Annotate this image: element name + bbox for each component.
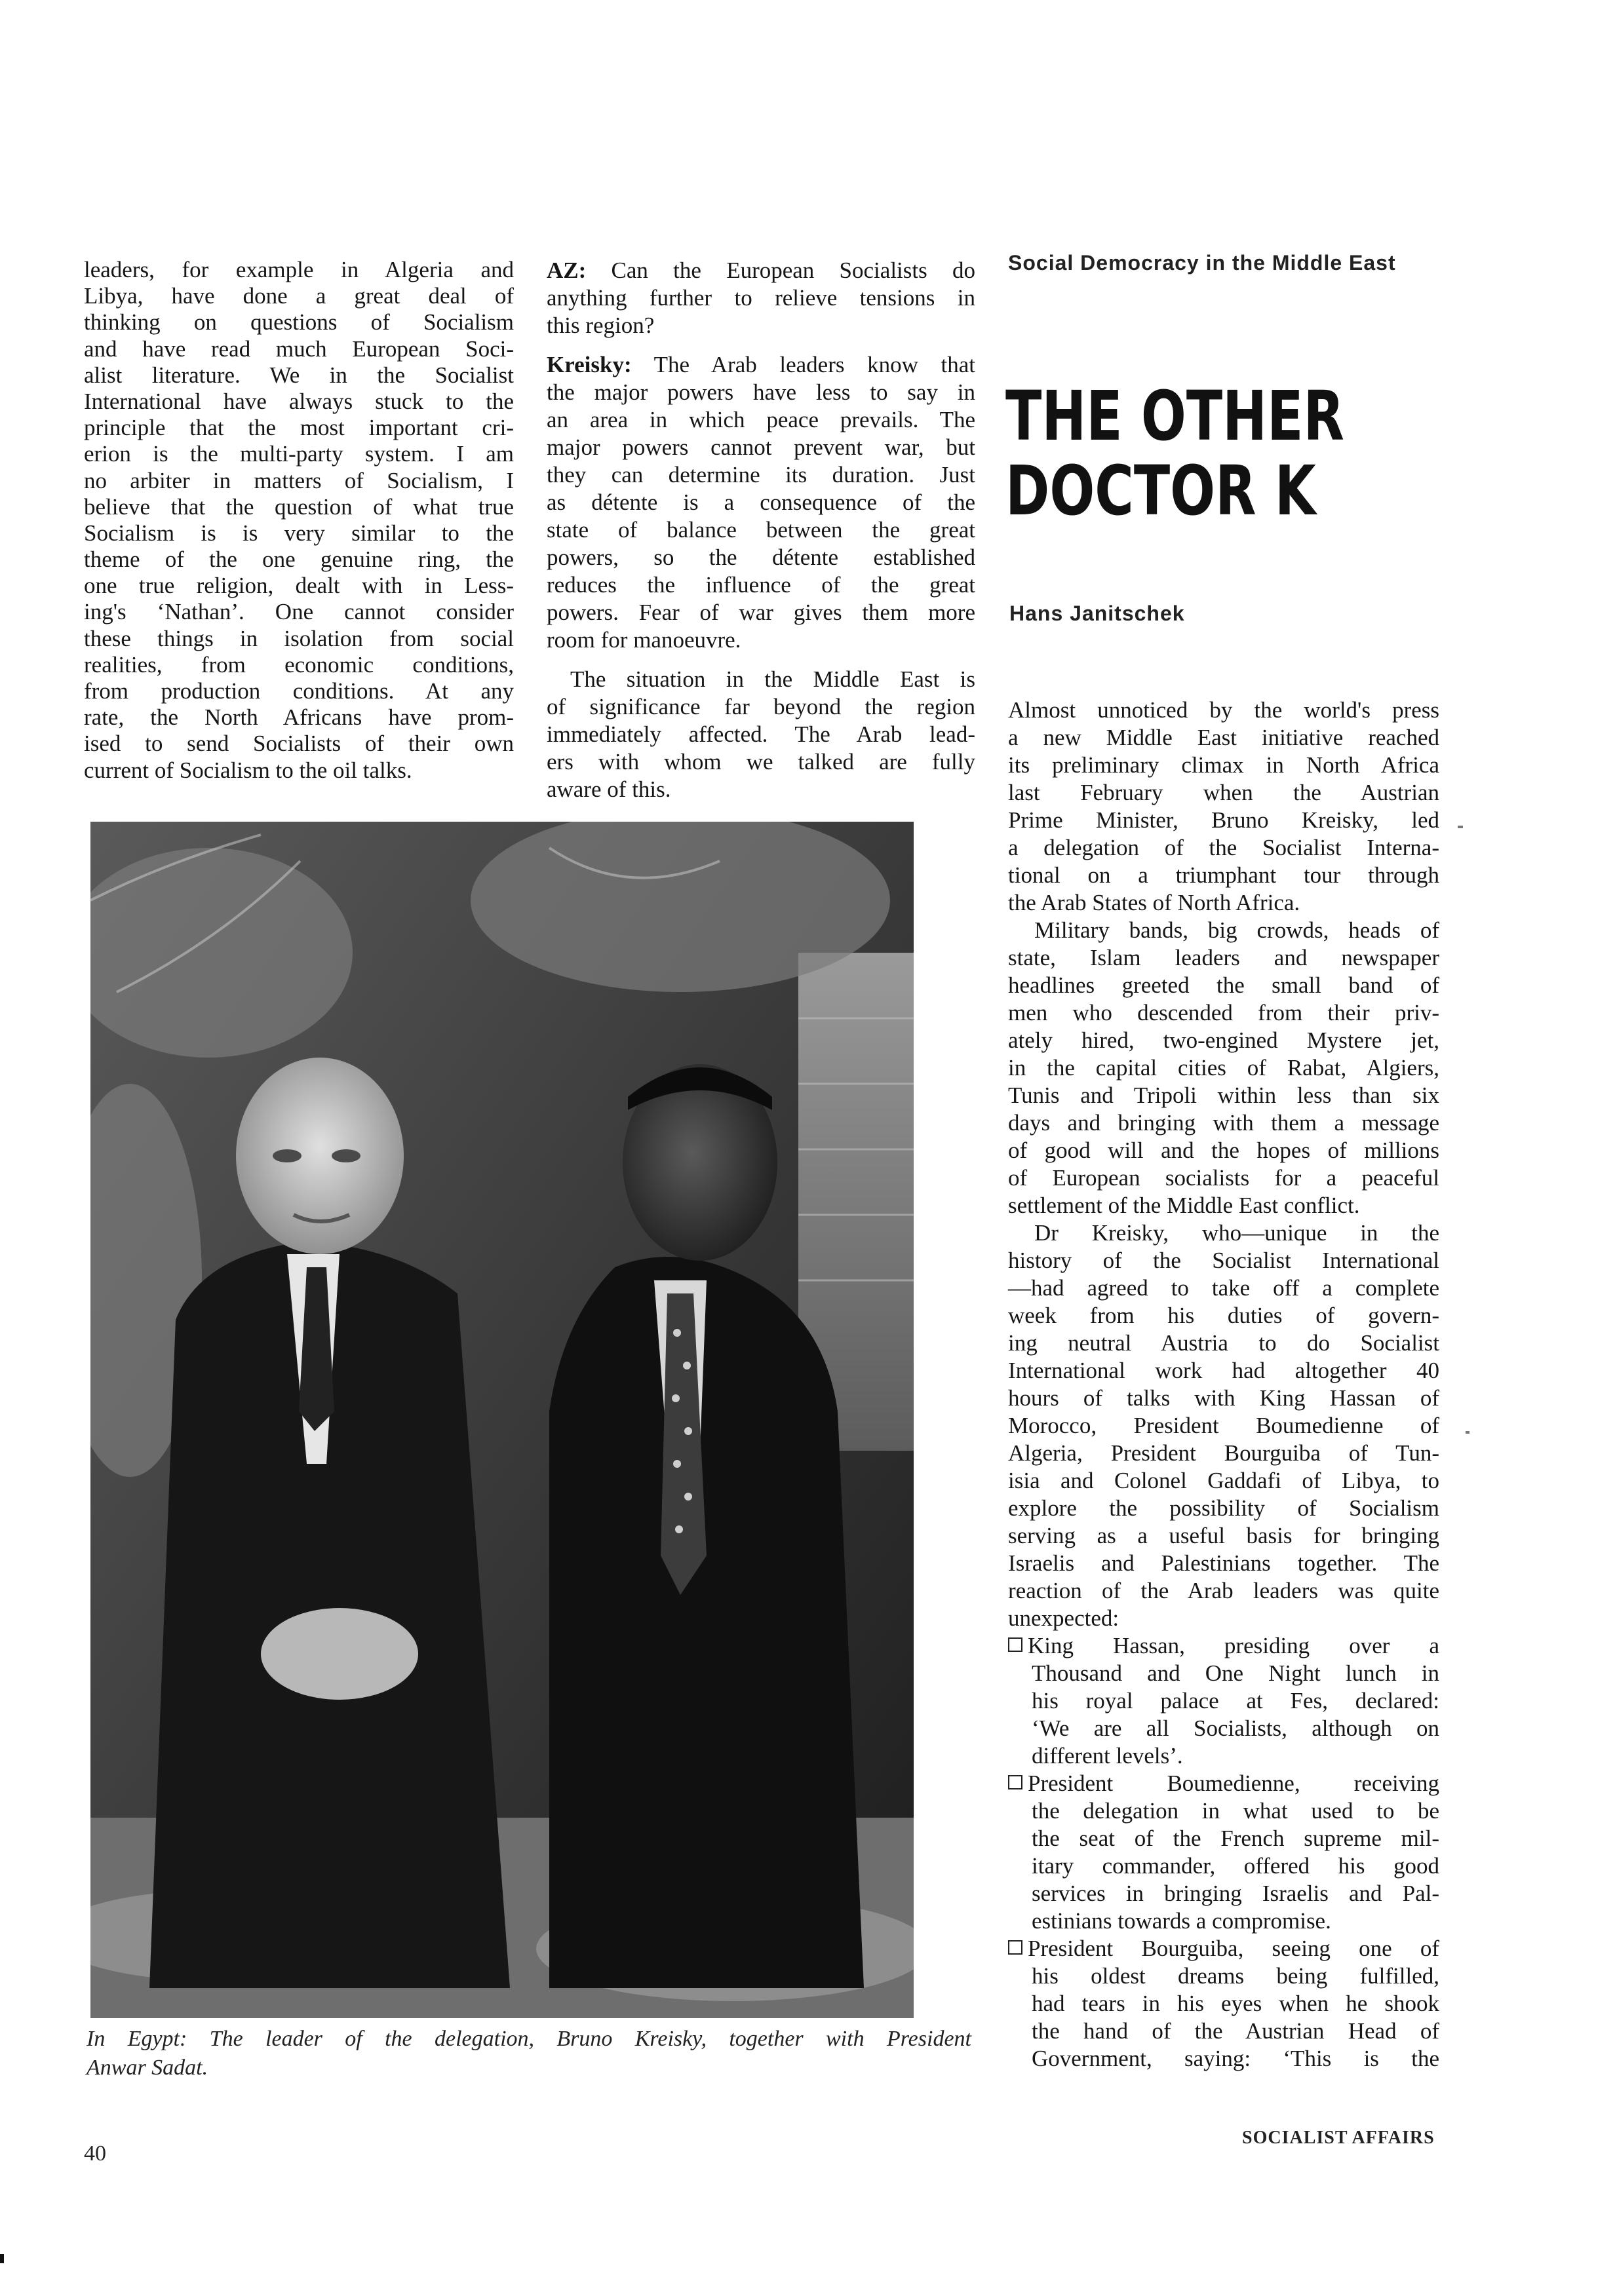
text-line: no arbiter in matters of Socialism, I — [84, 467, 514, 493]
paragraph-gap — [547, 654, 975, 666]
text-line: powers. Fear of war gives them more — [547, 600, 975, 625]
text-line: Israelis and Palestinians together. The — [1008, 1550, 1439, 1576]
text-line: —had agreed to take off a complete — [1008, 1275, 1439, 1301]
text-line: ised to send Socialists of their own — [84, 731, 514, 757]
scan-speck — [0, 2254, 4, 2263]
text-line: week from his duties of govern- — [1008, 1303, 1439, 1328]
text-line: ers with whom we talked are fully — [547, 749, 975, 775]
text-line: from production conditions. At any — [84, 678, 514, 704]
question-line — [547, 257, 975, 284]
photo-caption — [87, 2025, 971, 2082]
text-line: ately hired, two-engined Mystere jet, — [1008, 1027, 1439, 1053]
text-line: reduces the influence of the great — [547, 572, 975, 598]
text-fragment: King Hassan, presiding over a — [1028, 1633, 1439, 1658]
text-line: hours of talks with King Hassan of — [1008, 1385, 1439, 1411]
text-line: as détente is a consequence of the — [547, 489, 975, 515]
text-line: Thousand and One Night lunch in — [1032, 1660, 1439, 1686]
text-line: his oldest dreams being fulfilled, — [1032, 1963, 1439, 1989]
text-fragment: President Boumedienne, receiving — [1028, 1770, 1439, 1796]
text-line: a delegation of the Socialist Interna- — [1008, 835, 1439, 860]
text-fragment: Can the European Socialists do — [586, 258, 975, 283]
text-line: Military bands, big crowds, heads of — [1034, 917, 1439, 943]
text-line: immediately affected. The Arab lead- — [547, 721, 975, 747]
bullet-item — [1008, 1935, 1439, 1962]
text-line: state of balance between the great — [547, 517, 975, 543]
text-line: reaction of the Arab leaders was quite — [1008, 1578, 1439, 1603]
text-line: the major powers have less to say in — [547, 379, 975, 405]
bullet-item — [1008, 1770, 1439, 1797]
text-line: and have read much European Soci- — [84, 335, 514, 362]
answer-line — [547, 351, 975, 379]
text-line: serving as a useful basis for bringing — [1008, 1523, 1439, 1548]
checkbox-bullet-icon — [1008, 1637, 1022, 1652]
text-line: Socialism is is very similar to the — [84, 520, 514, 546]
text-line: thinking on questions of Socialism — [84, 309, 514, 335]
checkbox-bullet-icon — [1008, 1775, 1022, 1789]
text-line: state, Islam leaders and newspaper — [1008, 945, 1439, 970]
text-line: Morocco, President Boumedienne of — [1008, 1413, 1439, 1438]
text-line: days and bringing with them a message — [1008, 1110, 1439, 1136]
text-line: room for manoeuvre. — [547, 627, 741, 653]
text-line: anything further to relieve tensions in — [547, 285, 975, 311]
text-line: Dr Kreisky, who—unique in the — [1034, 1220, 1439, 1246]
text-line: one true religion, dealt with in Less- — [84, 573, 514, 599]
text-line: the delegation in what used to be — [1032, 1798, 1439, 1824]
speaker-kreisky: Kreisky: — [547, 352, 632, 377]
checkbox-bullet-icon — [1008, 1940, 1022, 1955]
column-2-interview — [547, 257, 975, 803]
text-line: ing's ‘Nathan’. One cannot consider — [84, 599, 514, 625]
text-line: Prime Minister, Bruno Kreisky, led — [1008, 807, 1439, 833]
column-1-text — [84, 257, 514, 784]
text-line: of good will and the hopes of millions — [1008, 1138, 1439, 1163]
text-line: Libya, have done a great deal of — [84, 283, 514, 309]
text-line: services in bringing Israelis and Pal- — [1032, 1881, 1439, 1906]
text-line: they can determine its duration. Just — [547, 462, 975, 488]
text-line: itary commander, offered his good — [1032, 1853, 1439, 1879]
scan-speck — [1458, 826, 1463, 828]
text-line: current of Socialism to the oil talks. — [84, 757, 412, 783]
text-line: leaders, for example in Algeria and — [84, 257, 514, 282]
journal-name: SOCIALIST AFFAIRS — [1242, 2128, 1435, 2148]
text-fragment: President Bourguiba, seeing one of — [1028, 1936, 1439, 1961]
text-line: different levels’. — [1032, 1743, 1183, 1769]
text-line: settlement of the Middle East conflict. — [1008, 1193, 1360, 1218]
text-line: The situation in the Middle East is — [570, 666, 975, 692]
text-line: major powers cannot prevent war, but — [547, 434, 975, 460]
text-line: tional on a triumphant tour through — [1008, 862, 1439, 888]
text-line: the hand of the Austrian Head of — [1032, 2018, 1439, 2044]
text-line: of European socialists for a peaceful — [1008, 1165, 1439, 1191]
text-line: Government, saying: ‘This is the — [1032, 2046, 1439, 2071]
paragraph-gap — [547, 339, 975, 351]
text-line: ‘We are all Socialists, although on — [1032, 1715, 1439, 1741]
headline-line: THE OTHER — [1005, 376, 1344, 456]
text-fragment: The Arab leaders know that — [631, 352, 975, 377]
photo-illustration — [90, 822, 914, 2018]
text-line: erion is the multi-party system. I am — [84, 441, 514, 467]
text-line: headlines greeted the small band of — [1008, 972, 1439, 998]
text-line: isia and Colonel Gaddafi of Libya, to — [1008, 1468, 1439, 1493]
photo-kreisky-sadat — [90, 822, 914, 2018]
text-line: alist literature. We in the Socialist — [84, 362, 514, 388]
speaker-az: AZ: — [547, 258, 587, 283]
text-line: in the capital cities of Rabat, Algiers, — [1008, 1055, 1439, 1081]
bullet-item — [1008, 1632, 1439, 1660]
text-line: realities, from economic conditions, — [84, 651, 514, 678]
text-line: powers, so the détente established — [547, 545, 975, 570]
text-line: theme of the one genuine ring, the — [84, 546, 514, 573]
text-line: men who descended from their priv- — [1008, 1000, 1439, 1025]
text-line: aware of this. — [547, 776, 671, 802]
text-line: a new Middle East initiative reached — [1008, 725, 1439, 750]
text-line: had tears in his eyes when he shook — [1032, 1991, 1439, 2016]
author-byline: Hans Janitschek — [1009, 602, 1185, 625]
text-line: the seat of the French supreme mil- — [1032, 1826, 1439, 1851]
text-line: estinians towards a compromise. — [1032, 1908, 1331, 1934]
headline-line: DOCTOR K — [1005, 451, 1316, 531]
text-line: this region? — [547, 313, 655, 338]
text-line: International work had altogether 40 — [1008, 1358, 1439, 1383]
text-line: the Arab States of North Africa. — [1008, 890, 1300, 915]
column-3-article — [1008, 697, 1439, 2073]
caption-line: In Egypt: The leader of the delegation, Bruno Kreisky, together with President — [87, 2027, 971, 2051]
text-line: believe that the question of what true — [84, 493, 514, 520]
caption-line: Anwar Sadat. — [87, 2056, 208, 2080]
text-line: these things in isolation from social — [84, 625, 514, 651]
text-line: explore the possibility of Socialism — [1008, 1495, 1439, 1521]
text-line: unexpected: — [1008, 1605, 1119, 1631]
text-line: International have always stuck to the — [84, 388, 514, 414]
text-line: his royal palace at Fes, declared: — [1032, 1688, 1439, 1713]
text-line: ing neutral Austria to do Socialist — [1008, 1330, 1439, 1356]
text-line: last February when the Austrian — [1008, 780, 1439, 805]
page-number: 40 — [84, 2141, 106, 2166]
text-line: its preliminary climax in North Africa — [1008, 752, 1439, 778]
text-line: principle that the most important cri- — [84, 415, 514, 441]
text-line: an area in which peace prevails. The — [547, 407, 975, 432]
section-kicker: Social Democracy in the Middle East — [1008, 251, 1396, 275]
text-line: Tunis and Tripoli within less than six — [1008, 1082, 1439, 1108]
article-headline — [1005, 376, 1344, 531]
text-line: rate, the North Africans have prom- — [84, 704, 514, 731]
scan-speck — [1466, 1431, 1469, 1434]
text-line: history of the Socialist International — [1008, 1248, 1439, 1273]
text-line: Algeria, President Bourguiba of Tun- — [1008, 1440, 1439, 1466]
text-line: of significance far beyond the region — [547, 694, 975, 719]
text-line: Almost unnoticed by the world's press — [1008, 697, 1439, 723]
